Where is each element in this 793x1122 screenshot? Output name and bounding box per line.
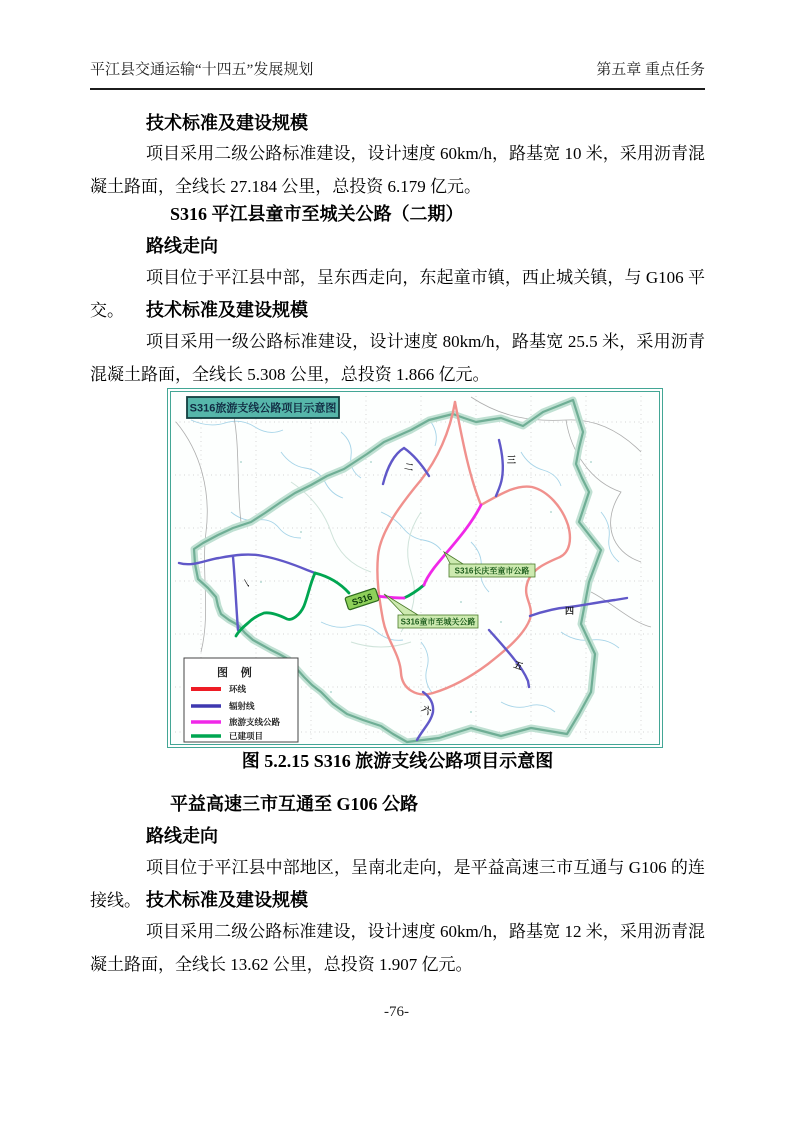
heading-route-direction-1: 路线走向 [146, 236, 218, 256]
header-left-title: 平江县交通运输“十四五”发展规划 [90, 62, 314, 78]
map-figure [167, 388, 663, 748]
svg-text:已建项目: 已建项目 [229, 731, 264, 741]
paragraph-route-1: 项目位于平江县中部，呈东西走向，东起童市镇，西止城关镇，与 G106 平交。 [90, 268, 705, 320]
paragraph-project-1: 项目采用二级公路标准建设，设计速度 60km/h，路基宽 10 米，采用沥青混凝土路面，全线长 27.184 公里，总投资 6.179 亿元。 [90, 144, 705, 196]
page-header [90, 58, 705, 90]
svg-text:S316童市至城关公路: S316童市至城关公路 [400, 617, 476, 627]
svg-text:三: 三 [507, 455, 517, 465]
heading-tech-standard-1: 技术标准及建设规模 [146, 113, 308, 133]
paragraph-project-2: 项目采用一级公路标准建设，设计速度 80km/h，路基宽 25.5 米，采用沥青混凝土路面，全线长 5.308 公里，总投资 1.866 亿元。 [90, 332, 705, 384]
paragraph-route-2: 项目位于平江县中部地区，呈南北走向，是平益高速三市互通与 G106 的连接线。 [90, 858, 705, 910]
svg-text:一: 一 [239, 577, 253, 590]
heading-pingyi-g106: 平益高速三市互通至 G106 公路 [170, 794, 418, 814]
svg-text:二: 二 [403, 461, 415, 473]
s316-route-map [170, 391, 660, 745]
page-content [90, 0, 705, 1122]
svg-text:辐射线: 辐射线 [229, 701, 255, 711]
svg-text:S316旅游支线公路项目示意图: S316旅游支线公路项目示意图 [189, 402, 337, 415]
svg-text:五: 五 [512, 659, 525, 672]
paragraph-project-3: 项目采用二级公路标准建设，设计速度 60km/h，路基宽 12 米，采用沥青混凝土路面，全线长 13.62 公里，总投资 1.907 亿元。 [90, 922, 705, 974]
figure-caption: 图 5.2.15 S316 旅游支线公路项目示意图 [241, 751, 554, 771]
svg-text:环线: 环线 [229, 684, 247, 694]
svg-text:S316: S316 [350, 591, 374, 608]
legend-title: 图 例 [217, 667, 257, 679]
svg-text:六: 六 [419, 703, 433, 717]
heading-tech-standard-3: 技术标准及建设规模 [146, 890, 308, 910]
heading-route-direction-2: 路线走向 [146, 826, 218, 846]
page-number: -76- [384, 1004, 409, 1020]
header-right-chapter: 第五章 重点任务 [596, 62, 705, 78]
svg-text:S316长庆至童市公路: S316长庆至童市公路 [454, 566, 530, 576]
svg-text:旅游支线公路: 旅游支线公路 [229, 717, 281, 727]
legend [184, 658, 298, 742]
heading-s316-tongshi-chengguan: S316 平江县童市至城关公路（二期） [170, 204, 464, 224]
map-title-box [187, 397, 339, 418]
heading-tech-standard-2: 技术标准及建设规模 [146, 300, 308, 320]
svg-text:四: 四 [565, 606, 575, 616]
